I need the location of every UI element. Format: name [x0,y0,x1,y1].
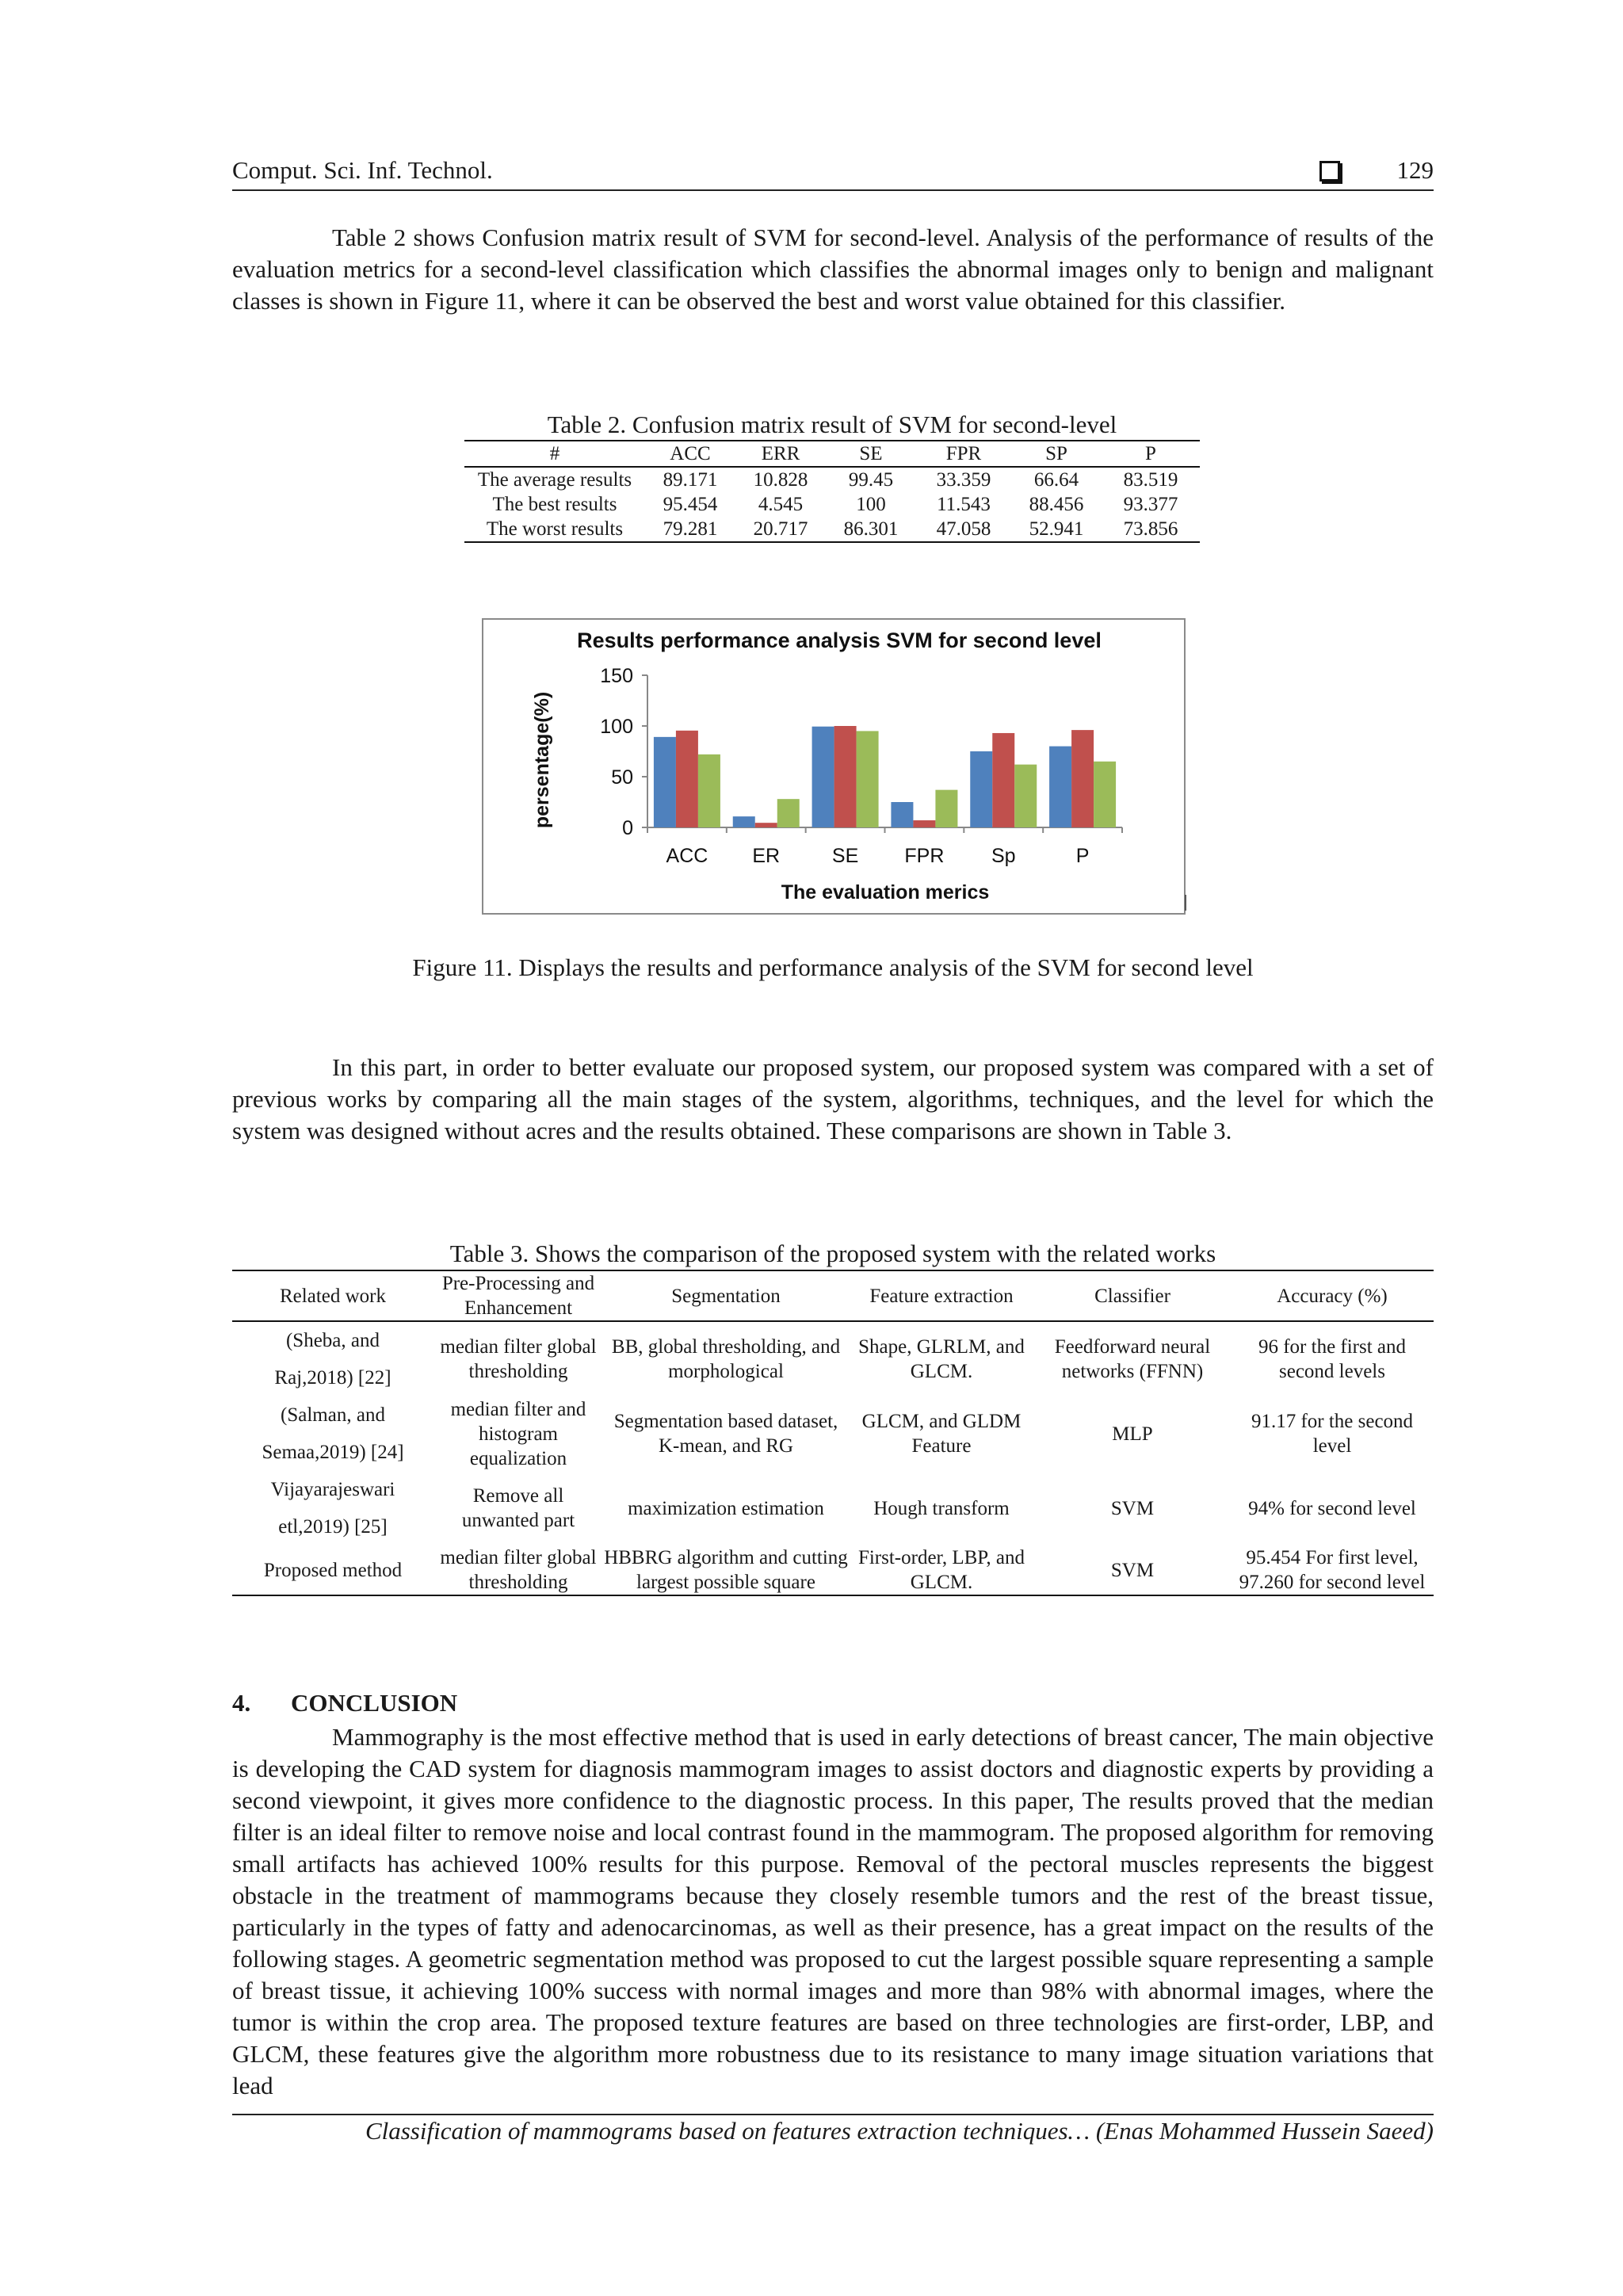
checkbox-square-icon [1319,161,1340,181]
table3-cell-related-work [232,1321,433,1396]
x-axis-label: The evaluation merics [781,881,990,904]
table3-header-row [232,1270,1434,1321]
table3-header-cell: Pre-Processing and Enhancement [433,1270,603,1321]
table2-cell: 73.856 [1102,517,1200,542]
y-tick-label: 0 [622,817,633,839]
table2-cell: 79.281 [645,517,735,542]
table2-cell: 86.301 [826,517,916,542]
paragraph-comparison-intro: In this part, in order to better evaluate our proposed system, our proposed system was compared with a set of previous works by comparing all the main stages of the system, algorithms, techniques, and the level for which the system was designed without acres and the results obtained. These comparisons are shown in Table 3. [232,1053,1434,1144]
table2-header-row [464,441,1200,467]
related-work-line: Semaa,2019) [24] [262,1442,404,1463]
table3-cell: First-order, LBP, and GLCM. [849,1545,1034,1595]
bar-p-series-3 [1094,762,1116,827]
table3-cell: Feedforward neural networks (FFNN) [1054,1336,1211,1382]
y-tick-label: 100 [600,716,633,738]
table3-cell: Segmentation based dataset, K-mean, and RG [613,1411,838,1457]
bar-er-series-2 [755,823,777,827]
table3-cell: 91.17 for the second level [1251,1411,1414,1457]
running-header [232,156,1434,191]
table2-cell: The worst results [464,517,645,542]
table2-cell: 4.545 [758,494,804,515]
related-work-line: (Salman, and [281,1404,385,1426]
table2-cell: 88.456 [1029,494,1084,515]
bar-sp-series-3 [1014,765,1037,827]
table2-cell: 20.717 [735,517,826,542]
x-tick-label: ER [752,845,781,867]
bar-sp-series-1 [970,751,992,827]
table3-cell-related-work: Proposed method [232,1545,433,1595]
table2-header-cell: # [464,441,645,467]
bar-acc-series-1 [654,737,676,827]
chart-title: Results performance analysis SVM for second level [577,628,1102,652]
table2-header-cell: P [1102,441,1200,467]
x-tick-label: P [1075,845,1090,867]
table3-cell: GLCM, and GLDM Feature [861,1411,1022,1457]
bar-fpr-series-2 [913,820,935,827]
bar-acc-series-3 [698,755,720,827]
table2-header-cell: FPR [916,441,1011,467]
table3-cell: median filter and histogram equalization [450,1398,586,1469]
table2-header-cell: ACC [645,441,735,467]
bar-p-series-2 [1071,730,1094,827]
table2-header-cell: SP [1011,441,1102,467]
table2-cell: 99.45 [848,469,894,491]
table3-header-cell: Related work [232,1270,433,1321]
section-number: 4. [232,1689,251,1717]
table3-caption: Table 3. Shows the comparison of the proposed system with the related works [449,1240,1216,1267]
table2-caption: Table 2. Confusion matrix result of SVM for second-level [547,411,1117,438]
table3-cell: maximization estimation [628,1497,824,1519]
bar-er-series-1 [733,816,755,827]
table3-cell: median filter global thresholding [433,1545,603,1595]
table2-cell: 95.454 [663,494,718,515]
section-heading [232,1689,457,1717]
table2-row [464,492,1200,517]
table3-row [232,1471,1434,1545]
section-title: CONCLUSION [291,1689,458,1717]
table2-cell: 33.359 [936,469,991,491]
table3-cell: HBBRG algorithm and cutting largest possible square [603,1545,849,1595]
x-tick-label: SE [831,845,859,867]
table2-cell: 47.058 [916,517,1011,542]
table2-cell: 11.543 [937,494,991,515]
y-tick-label: 150 [600,665,633,687]
related-work-line: (Sheba, and [285,1330,380,1351]
table2-header-cell: SE [826,441,916,467]
bar-se-series-3 [857,731,879,827]
table3-cell: 95.454 For first level, 97.260 for second level [1231,1545,1434,1595]
table2-cell: 52.941 [1011,517,1102,542]
bar-p-series-1 [1049,747,1071,827]
table3-cell: 96 for the first and second levels [1258,1336,1407,1382]
table2-cell: 100 [856,494,886,515]
table3-cell: Remove all unwanted part [461,1485,575,1531]
table2-cell: 93.377 [1123,494,1178,515]
journal-name: Comput. Sci. Inf. Technol. [232,156,493,184]
related-work-line: etl,2019) [25] [278,1516,388,1538]
table3-cell: MLP [1112,1423,1153,1445]
table2-cell: 10.828 [753,469,808,491]
x-tick-label: Sp [991,845,1016,867]
figure-11-caption: Figure 11. Displays the results and performance analysis of the SVM for second level [412,953,1254,981]
x-tick-label: FPR [904,845,945,867]
bar-sp-series-2 [992,733,1014,827]
table3-row [232,1396,1434,1471]
table2 [464,440,1200,543]
table3-header-cell: Feature extraction [849,1270,1034,1321]
page-number: 129 [1396,156,1434,184]
bar-chart [483,620,1184,913]
bar-er-series-3 [777,799,800,827]
table3-cell: BB, global thresholding, and morphological [611,1336,841,1382]
table2-cell: 83.519 [1123,469,1178,491]
y-axis-label: persentage(%) [531,691,553,829]
table3-cell: Shape, GLRLM, and GLCM. [858,1336,1025,1382]
table2-header-cell: ERR [735,441,826,467]
related-work-line: Vijayarajeswari [270,1479,395,1500]
table2-cell: 66.64 [1033,469,1079,491]
table3-row [232,1545,1434,1595]
table3-cell: median filter global thresholding [440,1336,597,1382]
table3-cell: SVM [1110,1497,1155,1519]
table3-row [232,1321,1434,1396]
y-tick-label: 50 [611,766,633,789]
x-tick-label: ACC [666,845,708,867]
table3-header-cell: Segmentation [603,1270,849,1321]
paragraph-conclusion: Mammography is the most effective method that is used in early detections of breast cancer, The main objective is developing the CAD system for diagnosis mammogram images to assist doctors and diagnostic experts by providing a second viewpoint, it gives more confidence to the diagnostic process. In this paper, The results proved that the median filter is an ideal filter to remove noise and local contrast found in the mammogram. The proposed algorithm for removing small artifacts has achieved 100% results for this purpose. Removal of the pectoral muscles represents the biggest obstacle in the treatment of mammograms because they closely resemble tumors and the rest of the breast tissue, particularly in the types of fatty and adenocarcinomas, as well as their presence, has a great impact on the results of the following stages. A geometric segmentation method was proposed to cut the largest possible square representing a sample of breast tissue, it achieving 100% success with normal images and more than 98% with abnormal images, where the tumor is within the crop area. The proposed texture features are based on three technologies are first-order, LBP, and GLCM, these features give the algorithm more robustness due to its resistance to many image situation variations that lead [232,1723,1434,2099]
table2-cell: 89.171 [663,469,718,491]
table2-cell: The average results [477,469,632,491]
table3-header-cell: Accuracy (%) [1231,1270,1434,1321]
table3 [232,1270,1434,1596]
bar-se-series-1 [812,727,834,827]
bar-fpr-series-1 [891,802,913,827]
running-footer: Classification of mammograms based on features extraction techniques… (Enas Mohammed Hussein Saeed) [232,2114,1434,2145]
bar-acc-series-2 [676,731,698,827]
related-work-line: Raj,2018) [22] [274,1367,391,1389]
table2-row [464,517,1200,542]
table3-cell: SVM [1034,1545,1231,1595]
table2-row [464,467,1200,492]
table3-cell: 94% for second level [1248,1497,1416,1519]
bar-se-series-2 [834,726,857,827]
table3-header-cell: Classifier [1034,1270,1231,1321]
bar-fpr-series-3 [935,790,957,827]
table2-cell: The best results [492,494,617,515]
table3-cell-related-work [232,1471,433,1545]
table3-cell: Hough transform [873,1497,1010,1519]
table3-cell-related-work [232,1396,433,1471]
figure-11-chart [482,618,1186,915]
figure-edge-mark [1185,895,1186,911]
paragraph-table2-intro: Table 2 shows Confusion matrix result of SVM for second-level. Analysis of the performance of results of the evaluation metrics for a second-level classification which classifies the abnormal images only to benign and malignant classes is shown in Figure 11, where it can be observed the best and worst value obtained for this classifier. [232,223,1434,315]
